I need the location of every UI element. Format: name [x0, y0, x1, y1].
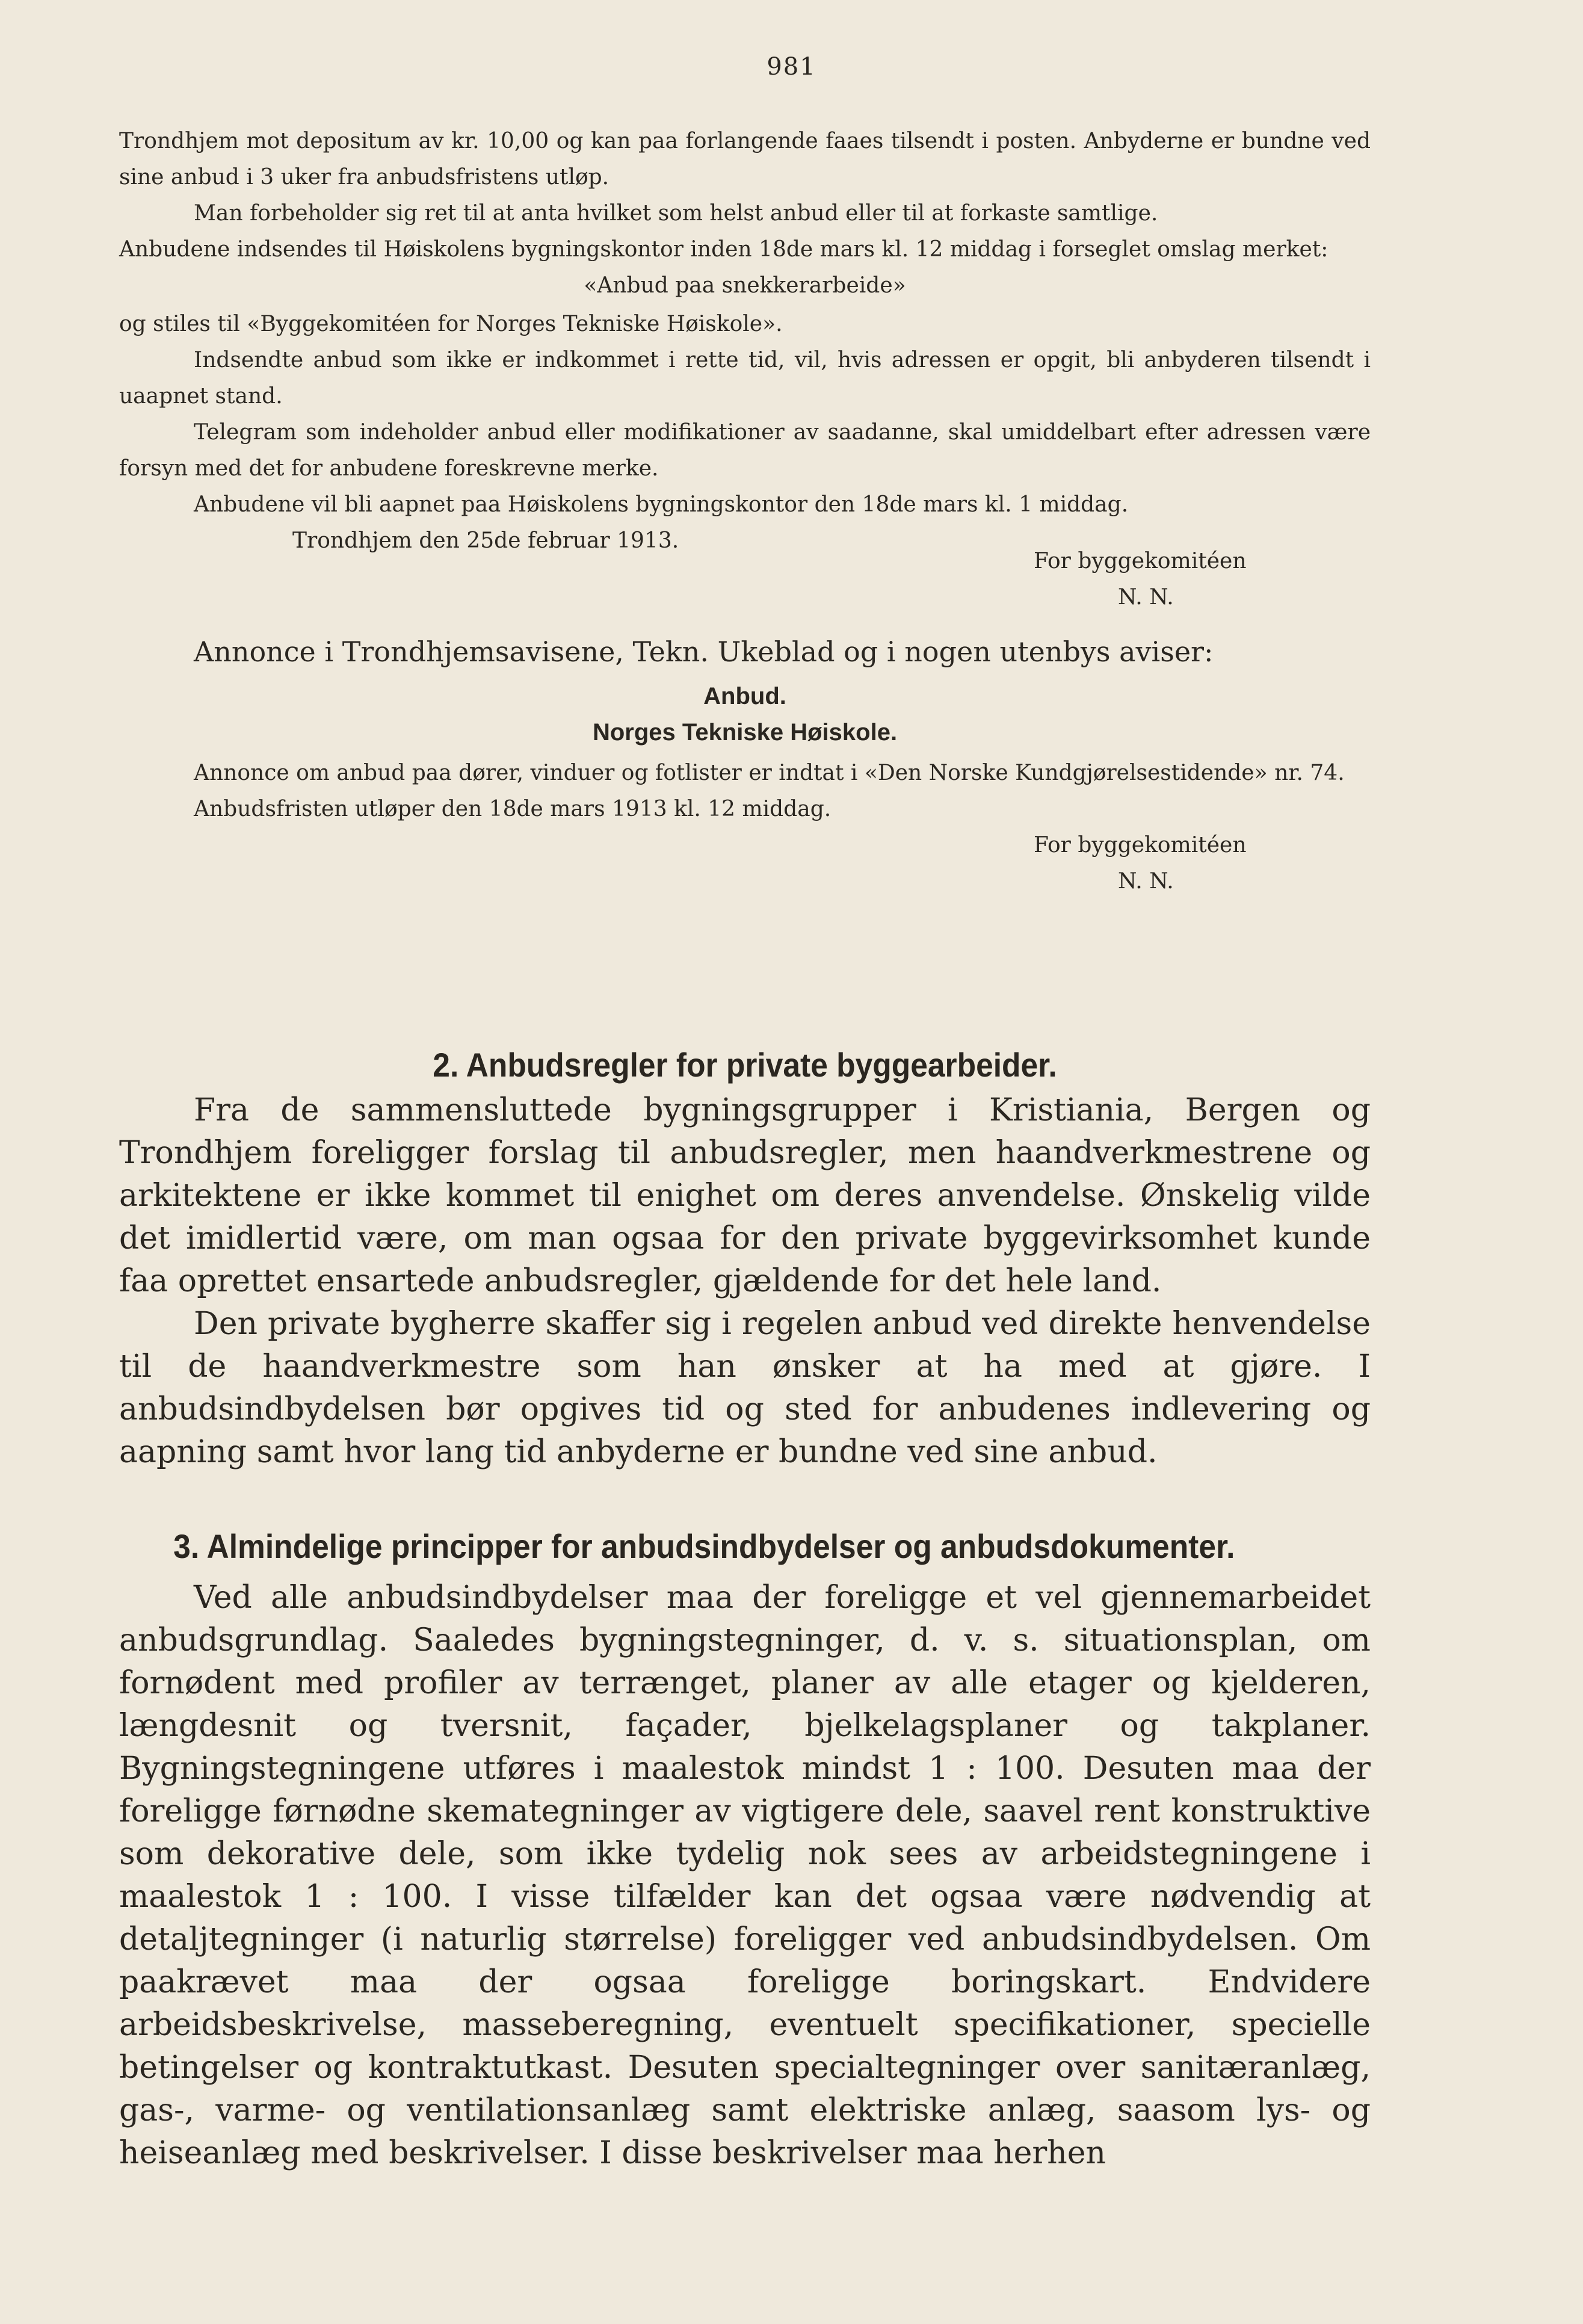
section-2-heading: 2. Anbudsregler for private byggearbeider. — [433, 1046, 1057, 1084]
notice-paragraph: Trondhjem mot depositum av kr. 10,00 og kan paa forlangende faaes tilsendt i posten. Anbyderne er bundne ved sine anbud i 3 uker fra anbudsfristens utløp. — [119, 129, 1371, 190]
notice-date: Trondhjem den 25de februar 1913. — [292, 528, 679, 553]
body-paragraph: Den private bygherre skaffer sig i regelen anbud ved direkte henvendelse til de haandverkmestre som han ønsker at ha med at gjøre. I anbudsindbydelsen bør opgives tid og sted for anbudenes indlevering og aapning samt hvor lang tid anbyderne er bundne ved sine anbud. — [119, 1306, 1371, 1470]
signature-committee: For byggekomitéen — [1034, 833, 1247, 858]
section-3-heading: 3. Almindelige principper for anbudsindbydelser og anbudsdokumenter. — [173, 1527, 1235, 1565]
tender-notice-block — [119, 123, 1371, 900]
notice-paragraph: Anbudene indsendes til Høiskolens bygningskontor inden 18de mars kl. 12 middag i forseglet omslag merket: — [119, 237, 1328, 262]
section-2-body — [119, 1089, 1371, 1474]
page-number: 981 — [767, 53, 816, 81]
notice-paragraph: Man forbeholder sig ret til at anta hvilket som helst anbud eller til at forkaste samtlige. — [194, 201, 1158, 226]
notice-paragraph: og stiles til «Byggekomitéen for Norges Tekniske Høiskole». — [119, 312, 783, 336]
notice-envelope-mark: «Anbud paa snekkerarbeide» — [584, 273, 906, 298]
body-paragraph: Fra de sammensluttede bygningsgrupper i Kristiania, Bergen og Trondhjem foreligger forslag til anbudsregler, men haandverkmestrene og arkitektene er ikke kommet til enighet om deres anvendelse. Ønskelig vilde det imidlertid være, om man ogsaa for den private byggevirksomhet kunde faa oprettet ensartede anbudsregler, gjældende for det hele land. — [119, 1092, 1371, 1299]
announcement-line: Annonce i Trondhjemsavisene, Tekn. Ukeblad og i nogen utenbys aviser: — [194, 635, 1214, 668]
notice-paragraph: Anbudene vil bli aapnet paa Høiskolens bygningskontor den 18de mars kl. 1 middag. — [194, 492, 1129, 517]
body-paragraph: Ved alle anbudsindbydelser maa der foreligge et vel gjennemarbeidet anbudsgrundlag. Saaledes bygningstegninger, d. v. s. situationsplan, om fornødent med profiler av terrænget, planer av alle etager og kjelderen, længdesnit og tversnit, façader, bjelkelagsplaner og takplaner. Bygningstegningene utføres i maalestok mindst 1 : 100. Desuten maa der foreligge førnødne skemategninger av vigtigere dele, saavel rent konstruktive som dekorative dele, som ikke tydelig nok sees av arbeidstegningene i maalestok 1 : 100. I visse tilfælder kan det ogsaa være nødvendig at detaljtegninger (i naturlig størrelse) foreligger ved anbudsindbydelsen. Om paakrævet maa der ogsaa foreligge boringskart. Endvidere arbeidsbeskrivelse, masseberegning, eventuelt specifikationer, specielle betingelser og kontraktutkast. Desuten specialtegninger over sanitæranlæg, gas-, varme- og ventilationsanlæg samt elektriske anlæg, saasom lys- og heiseanlæg med beskrivelser. I disse beskrivelser maa herhen — [119, 1580, 1371, 2171]
section-3-body — [119, 1577, 1371, 2175]
signature-name: N. N. — [1118, 585, 1174, 610]
notice-paragraph: Indsendte anbud som ikke er indkommet i rette tid, vil, hvis adressen er opgit, bli anbyderen tilsendt i uaapnet stand. — [119, 348, 1371, 409]
ad-title: Anbud. — [703, 683, 786, 709]
ad-paragraph: Annonce om anbud paa dører, vinduer og fotlister er indtat i «Den Norske Kundgjørelsestidende» nr. 74. — [194, 761, 1345, 785]
signature-name: N. N. — [1118, 869, 1174, 894]
ad-paragraph: Anbudsfristen utløper den 18de mars 1913 kl. 12 middag. — [194, 797, 832, 821]
notice-paragraph: Telegram som indeholder anbud eller modifikationer av saadanne, skal umiddelbart efter adressen være forsyn med det for anbudene foreskrevne merke. — [119, 420, 1371, 481]
signature-committee: For byggekomitéen — [1034, 549, 1247, 573]
ad-subtitle: Norges Tekniske Høiskole. — [592, 719, 898, 746]
ad-signature — [119, 827, 1371, 900]
